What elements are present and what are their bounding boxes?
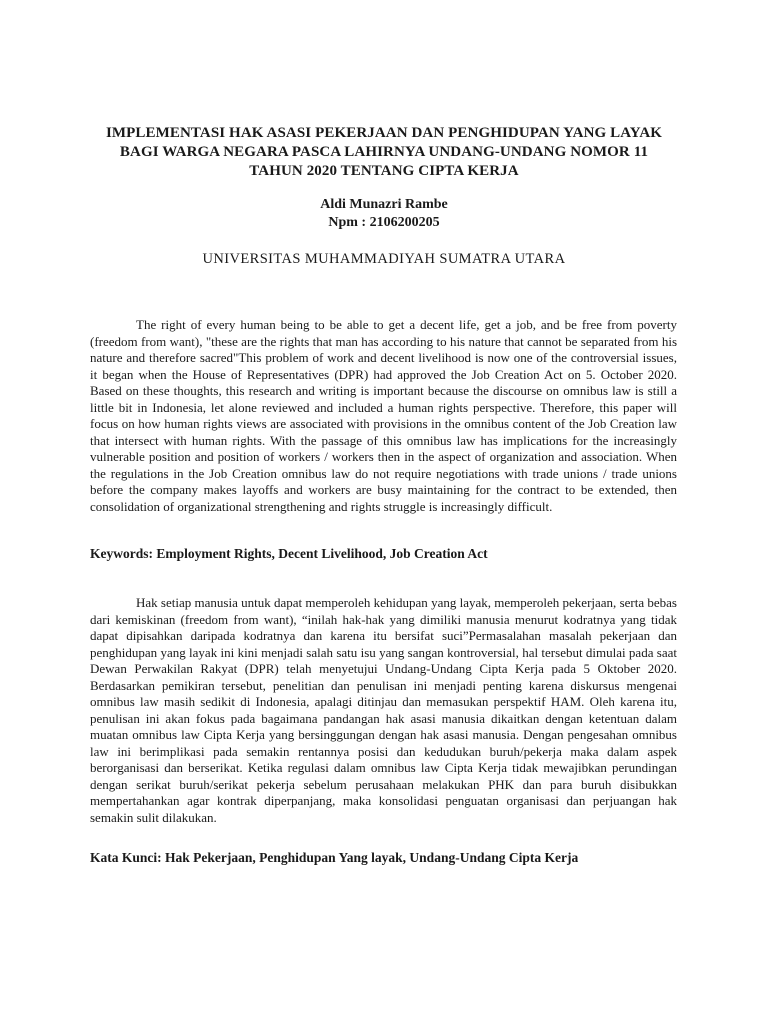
abstract-indonesian	[90, 595, 677, 826]
paper-title-line-3: TAHUN 2020 TENTANG CIPTA KERJA	[249, 163, 519, 179]
university-name: UNIVERSITAS MUHAMMADIYAH SUMATRA UTARA	[202, 251, 566, 267]
abstract-english-text: The right of every human being to be able to get a decent life, get a job, and be free from poverty (freedom from want), "these are the rights that man has according to his nature that cannot be separated from his nature and therefore sacred"This problem of work and decent livelihood is now one of the controversial issues, it began when the House of Representatives (DPR) had approved the Job Creation Act on 5. October 2020. Based on these thoughts, this research and writing is important because the discourse on omnibus law is still a little bit in Indonesia, let alone reviewed and included a human rights perspective. Therefore, this paper will focus on how human rights views are associated with provisions in the omnibus content of the Job Creation law that intersect with human rights. With the passage of this omnibus law has implications for the increasingly vulnerable position and position of workers / workers then in the aspect of organization and association. When the regulations in the Job Creation omnibus law do not require negotiations with trade unions / trade unions before the company makes layoffs and workers are busy maintaining for the contract to be extended, then consolidation of organizational strengthening and rights struggle is increasingly difficult.	[90, 317, 677, 514]
keywords-indonesian: Kata Kunci: Hak Pekerjaan, Penghidupan Yang layak, Undang-Undang Cipta Kerja	[90, 850, 579, 865]
abstract-english	[90, 317, 677, 515]
paper-title-line-2: BAGI WARGA NEGARA PASCA LAHIRNYA UNDANG-UNDANG NOMOR 11	[119, 144, 649, 160]
author-block	[100, 196, 668, 232]
author-npm: Npm : 2106200205	[328, 215, 440, 230]
author-name: Aldi Munazri Rambe	[320, 197, 448, 212]
keywords-english: Keywords: Employment Rights, Decent Livelihood, Job Creation Act	[90, 546, 488, 561]
abstract-indonesian-text: Hak setiap manusia untuk dapat memperoleh kehidupan yang layak, memperoleh pekerjaan, serta bebas dari kemiskinan (freedom from want), “inilah hak-hak yang dimiliki manusia menurut kodratnya yang tidak dapat dipisahkan daripada kodratnya dan karena itu bersifat suci”Permasalahan masalah pekerjaan dan penghidupan yang layak ini kini menjadi salah satu isu yang sangan kontroversial, hal tersebut dimulai pada saat Dewan Perwakilan Rakyat (DPR) telah menyetujui Undang-Undang Cipta Kerja pada 5 Oktober 2020. Berdasarkan pemikiran tersebut, penelitian dan penulisan ini menjadi penting karena diskursus mengenai omnibus law masih sedikit di Indonesia, apalagi ditinjau dan memasukan perspektif HAM. Oleh karena itu, penulisan ini akan fokus pada bagaimana pandangan hak asasi manusia dikaitkan dengan ketentuan dalam muatan omnibus law Cipta Kerja yang bersinggungan dengan hak asasi manusia. Dengan pengesahan omnibus law ini berimplikasi pada semakin rentannya posisi dan kedudukan buruh/pekerja maka dalam aspek berorganisasi dan berserikat. Ketika regulasi dalam omnibus law Cipta Kerja tidak mewajibkan perundingan dengan serikat buruh/serikat pekerja sebelum perusahaan melakukan PHK dan para buruh disibukkan mempertahankan agar kontrak diperpanjang, maka konsolidasi penguatan organisasi dan perjuangan hak semakin sulit dilakukan.	[90, 595, 677, 825]
paper-title	[100, 124, 668, 181]
paper-title-line-1: IMPLEMENTASI HAK ASASI PEKERJAAN DAN PENGHIDUPAN YANG LAYAK	[105, 125, 663, 141]
